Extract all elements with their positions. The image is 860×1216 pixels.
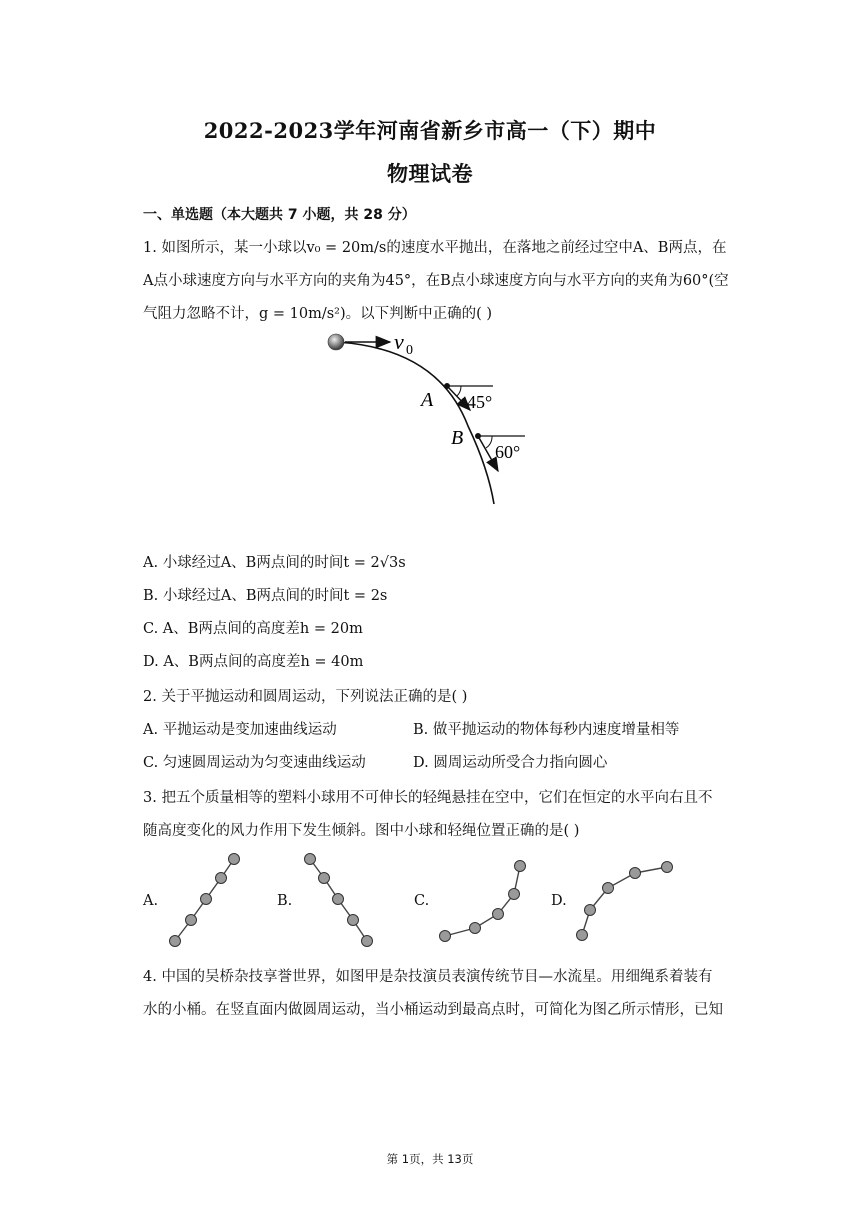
q3-figure: [160, 848, 690, 948]
q3-option-d-figure: [577, 862, 673, 941]
exam-title-line2: 物理试卷: [387, 161, 473, 186]
q1-option-a[interactable]: A. 小球经过A、B两点间的时间t = 2√3s: [143, 555, 406, 571]
q1-stem-line3: 气阻力忽略不计，g = 10m/s²)。以下判断中正确的( ): [143, 306, 493, 322]
trajectory-curve: [336, 342, 494, 504]
q3-stem-line1: 3. 把五个质量相等的塑料小球用不可伸长的轻绳悬挂在空中，它们在恒定的水平向右且不: [143, 790, 713, 806]
q3-stem-line2: 随高度变化的风力作用下发生倾斜。图中小球和轻绳位置正确的是( ): [143, 823, 580, 839]
page-footer: 第 1页，共 13页: [386, 1152, 474, 1166]
q2-option-c[interactable]: C. 匀速圆周运动为匀变速曲线运动: [143, 755, 366, 771]
q3-option-c-label[interactable]: C.: [414, 893, 430, 909]
q3-option-b-label[interactable]: B.: [277, 893, 293, 909]
q4-stem-line2: 水的小桶。在竖直面内做圆周运动，当小桶运动到最高点时，可简化为图乙所示情形，已知: [143, 1002, 723, 1018]
q2-option-d[interactable]: D. 圆周运动所受合力指向圆心: [413, 755, 608, 771]
q3-option-b-figure: [305, 854, 373, 947]
a-angle-arc: [457, 386, 461, 396]
q1-trajectory-figure: [318, 328, 548, 508]
q1-stem-line2: A点小球速度方向与水平方向的夹角为45°，在B点小球速度方向与水平方向的夹角为60°(空: [143, 273, 729, 289]
q1-stem-line1: 1. 如图所示，某一小球以v₀ = 20m/s的速度水平抛出，在落地之前经过空中A、B两点，在: [143, 240, 727, 256]
v0-label: v: [394, 329, 404, 354]
a-angle-label: 45°: [467, 392, 493, 412]
exam-title-line1: 2022-2023学年河南省新乡市高一（下）期中: [203, 118, 657, 143]
q2-stem: 2. 关于平抛运动和圆周运动，下列说法正确的是( ): [143, 689, 468, 705]
q3-option-d-label[interactable]: D.: [551, 893, 567, 909]
b-label: B: [451, 427, 464, 449]
q4-stem-line1: 4. 中国的吴桥杂技享誉世界，如图甲是杂技演员表演传统节目—水流星。用细绳系着装有: [143, 969, 713, 985]
q3-option-a-label[interactable]: A.: [143, 893, 159, 909]
section-heading-single-choice: 一、单选题（本大题共 7 小题，共 28 分）: [143, 207, 416, 223]
q1-option-c[interactable]: C. A、B两点间的高度差h = 20m: [143, 621, 363, 637]
ball: [328, 334, 344, 350]
q1-option-d[interactable]: D. A、B两点间的高度差h = 40m: [143, 654, 364, 670]
b-angle-label: 60°: [495, 442, 521, 462]
q1-option-b[interactable]: B. 小球经过A、B两点间的时间t = 2s: [143, 588, 388, 604]
q3-option-a-figure: [170, 854, 240, 947]
q3-option-c-figure: [440, 861, 526, 942]
a-label: A: [421, 389, 434, 411]
b-angle-arc: [486, 436, 492, 448]
v0-subscript: 0: [406, 343, 413, 358]
q2-option-b[interactable]: B. 做平抛运动的物体每秒内速度增量相等: [413, 722, 680, 738]
q2-option-a[interactable]: A. 平抛运动是变加速曲线运动: [143, 722, 337, 738]
